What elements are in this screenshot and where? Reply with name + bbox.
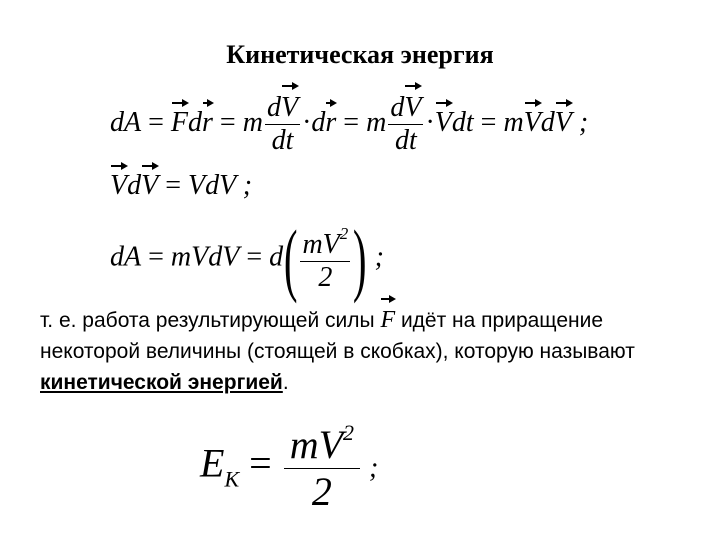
equation-dot-product: VdV = VdV ; (110, 170, 253, 201)
page-title: Кинетическая энергия (226, 40, 494, 69)
kinetic-energy-formula: $E_K$ = $\frac{mV^2}{2}$ ; (200, 420, 379, 514)
paragraph-part-2: идёт на приращение некоторой величины (стоящей в скобках), которую называют (40, 309, 635, 363)
equation-work-differential: dA = mVdV = d( $\frac{mV^2}{2}$ ) ; (110, 213, 384, 304)
paragraph-part-3: . (282, 371, 289, 394)
paragraph-part-1: т. е. работа результирующей силы (40, 309, 381, 332)
force-symbol: F (380, 305, 395, 336)
kinetic-energy-term: кинетической энергией (40, 371, 283, 394)
equation-work-derivation: dA = Fdr = m $\frac{dV}{dt}$ ·dr = m $\frac{dV}{dt}$ ·Vdt = mVdV ; (110, 92, 589, 157)
explanation-paragraph (40, 305, 690, 398)
